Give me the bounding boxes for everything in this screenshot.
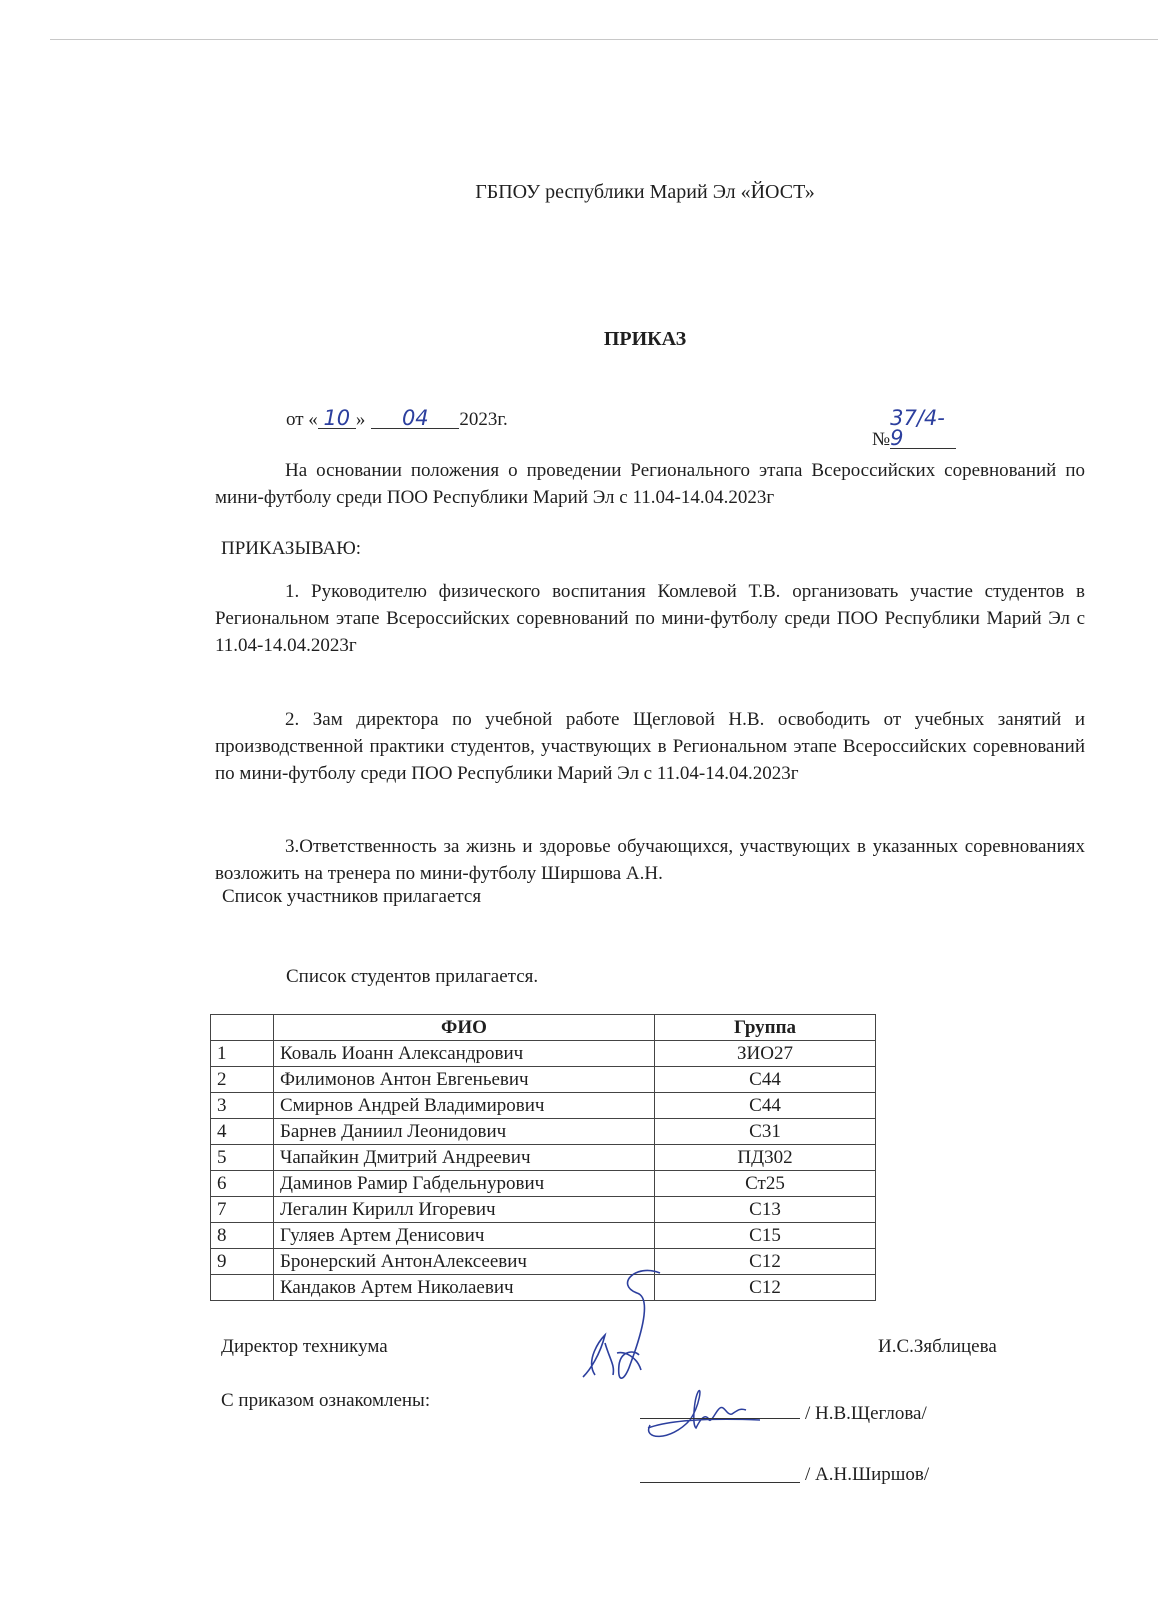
row-fio: Барнев Даниил Леонидович [274, 1119, 655, 1145]
row-num: 7 [211, 1197, 274, 1223]
table-row [211, 1249, 876, 1275]
table-row [211, 1223, 876, 1249]
item3-text: 3.Ответственность за жизнь и здоровье обучающихся, участвующих в указанных соревнованиях возложить на тренера по мини-футболу Ширшова А.Н. [215, 836, 1085, 884]
row-group: ПД302 [655, 1145, 876, 1171]
row-fio: Гуляев Артем Денисович [274, 1223, 655, 1249]
row-group: Ст25 [655, 1171, 876, 1197]
date-month: 04 [371, 408, 459, 429]
row-fio: Филимонов Антон Евгеньевич [274, 1067, 655, 1093]
table-row [211, 1093, 876, 1119]
order-item-3 [215, 833, 1085, 887]
table-row [211, 1197, 876, 1223]
director-label: Директор техникума [221, 1336, 388, 1357]
row-fio: Смирнов Андрей Владимирович [274, 1093, 655, 1119]
ack-signature-line-1 [640, 1418, 800, 1419]
order-number [872, 408, 956, 451]
row-num: 9 [211, 1249, 274, 1275]
number-value: 37/4-9 [890, 408, 956, 449]
row-fio: Коваль Иоанн Александрович [274, 1041, 655, 1067]
row-group: С12 [655, 1275, 876, 1301]
ack-name-1: / Н.В.Щеглова/ [805, 1403, 927, 1424]
order-word: ПРИКАЗЫВАЮ: [221, 538, 362, 559]
participants-note: Список участников прилагается [222, 886, 482, 907]
ack-signature-icon [640, 1380, 770, 1450]
date-prefix: от « [286, 409, 318, 430]
row-group: С15 [655, 1223, 876, 1249]
acknowledged-label: С приказом ознакомлены: [221, 1390, 431, 1411]
header-group: Группа [655, 1015, 876, 1041]
row-num [211, 1275, 274, 1301]
row-num: 4 [211, 1119, 274, 1145]
date-mid: » [355, 409, 366, 430]
table-header-row [211, 1015, 876, 1041]
header-fio: ФИО [274, 1015, 655, 1041]
table-row [211, 1171, 876, 1197]
basis-text: На основании положения о проведении Регионального этапа Всероссийских соревнований по мини-футболу среди ПОО Республики Марий Эл с 11.04-14.04.2023г [215, 460, 1085, 508]
row-group: С31 [655, 1119, 876, 1145]
table-row [211, 1041, 876, 1067]
row-group: С44 [655, 1067, 876, 1093]
number-prefix: № [872, 429, 891, 450]
row-fio: Чапайкин Дмитрий Андреевич [274, 1145, 655, 1171]
table-row [211, 1275, 876, 1301]
date-year: 2023г. [459, 409, 508, 430]
row-num: 8 [211, 1223, 274, 1249]
row-num: 1 [211, 1041, 274, 1067]
order-item-2 [215, 706, 1085, 787]
basis-paragraph [215, 457, 1085, 511]
ack-name-2: / А.Н.Ширшов/ [805, 1464, 930, 1485]
header-num [211, 1015, 274, 1041]
row-num: 5 [211, 1145, 274, 1171]
row-num: 3 [211, 1093, 274, 1119]
row-fio: Бронерский АнтонАлексеевич [274, 1249, 655, 1275]
row-group: С44 [655, 1093, 876, 1119]
table-row [211, 1067, 876, 1093]
organization-header: ГБПОУ республики Марий Эл «ЙОСТ» [475, 181, 815, 203]
students-table [210, 1014, 876, 1301]
row-fio: Кандаков Артем Николаевич [274, 1275, 655, 1301]
row-num: 2 [211, 1067, 274, 1093]
order-date [286, 408, 508, 431]
item1-text: 1. Руководителю физического воспитания Комлевой Т.В. организовать участие студентов в Региональном этапе Всероссийских соревнований по мини-футболу среди ПОО Республики Марий Эл с 11.04-14.04.2023г [215, 581, 1085, 656]
row-fio: Даминов Рамир Габдельнурович [274, 1171, 655, 1197]
ack-signature-line-2 [640, 1482, 800, 1483]
row-fio: Легалин Кирилл Игоревич [274, 1197, 655, 1223]
director-name: И.С.Зяблицева [878, 1336, 997, 1357]
scan-top-rule [50, 39, 1158, 40]
document-title: ПРИКАЗ [603, 328, 687, 350]
row-group: ЗИО27 [655, 1041, 876, 1067]
row-group: С12 [655, 1249, 876, 1275]
director-signature-icon [555, 1265, 675, 1395]
students-list-note: Список студентов прилагается. [286, 966, 539, 987]
item2-text: 2. Зам директора по учебной работе Щегловой Н.В. освободить от учебных занятий и производственной практики студентов, участвующих в Региональном этапе Всероссийских соревнований по мини-футболу среди ПОО Республики Марий Эл с 11.04-14.04.2023г [215, 709, 1085, 784]
order-item-1 [215, 578, 1085, 659]
date-day: 10 [318, 408, 356, 429]
table-row [211, 1145, 876, 1171]
row-group: С13 [655, 1197, 876, 1223]
table-row [211, 1119, 876, 1145]
row-num: 6 [211, 1171, 274, 1197]
